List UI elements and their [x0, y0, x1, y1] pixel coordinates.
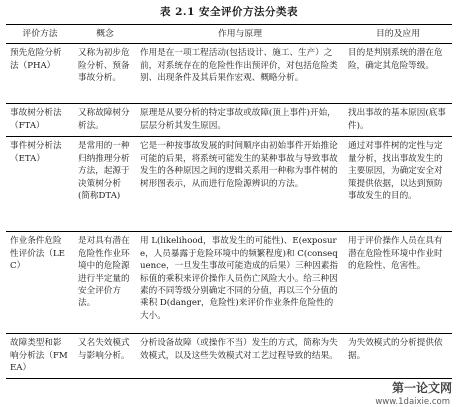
cell-principle: 原理是从要分析的特定事故或故障(顶上事件)开始，层层分析其发生原因。 — [136, 104, 344, 137]
cell-concept: 又称故障树分析法。 — [74, 104, 136, 137]
header-method: 评价方法 — [6, 25, 74, 44]
cell-method: 事件树分析法（ETA） — [6, 137, 74, 232]
cell-purpose: 找出事故的基本原因(底事件)。 — [344, 104, 452, 137]
cell-principle: 用 L(likelihood，事故发生的可能性)、E(exposure，人员暴露于危险环境中的频繁程度)和 C(consequence，一旦发生事故可能造成的后果）三种因素指标值的乘积来评价操作人员伤亡风险大小。给三种因素的不同等级分别确定不同的分值，再以三个分值的乘积 D(danger，危险性)来评价作业条件危险性的大小。 — [136, 232, 344, 334]
cell-principle: 作用是在一项工程活动(包括设计、施工、生产）之前，对系统存在的危险性作出预评价，对包括危险类别、出现条件及其后果作宏观、概略分析。 — [136, 44, 344, 104]
header-principle: 作用与原理 — [136, 25, 344, 44]
cell-method: 作业条件危险性评价法（LEC） — [6, 232, 74, 334]
cell-purpose: 通过对事件树的定性与定量分析，找出事故发生的主要原因，为确定安全对策提供依据，以达到预防事故发生的目的。 — [344, 137, 452, 232]
cell-purpose: 用于评价操作人员在具有潜在危险性环境中作业时的危险性、危害性。 — [344, 232, 452, 334]
cell-method: 事故树分析法（FTA） — [6, 104, 74, 137]
cell-concept: 是常用的一种归纳推理分析方法，起源于决策树分析(简称DTA) — [74, 137, 136, 232]
table-row — [6, 44, 452, 104]
table-row — [6, 232, 452, 334]
cell-principle: 它是一种按事故发展的时间顺序由初始事件开始推论可能的后果，将系统可能发生的某种事故与导致事故发生的各种原因之间的逻辑关系用一种称为事件树的树形图表示，从而进行危险源辨识的方法。 — [136, 137, 344, 232]
table-header-row — [6, 25, 452, 44]
table-row — [6, 334, 452, 378]
table-row — [6, 104, 452, 137]
cell-purpose: 目的是判别系统的潜在危险，确定其危险等级。 — [344, 44, 452, 104]
evaluation-methods-table — [6, 24, 452, 379]
cell-method: 预先危险分析法（PHA） — [6, 44, 74, 104]
cell-method: 故障类型和影响分析法（FMEA） — [6, 334, 74, 378]
cell-principle: 分析设备故障（或操作不当）发生的方式，简称为失效模式，以及这些失效模式对工艺过程导致的结果。 — [136, 334, 344, 378]
watermark-url: www.1daixie.com — [375, 397, 450, 407]
header-concept: 概念 — [74, 25, 136, 44]
cell-concept: 又名失效模式与影响分析。 — [74, 334, 136, 378]
cell-concept: 是对具有潜在危险性作业环境中的危险源进行半定量的安全评价方法。 — [74, 232, 136, 334]
table-row — [6, 137, 452, 232]
header-purpose: 目的及应用 — [344, 25, 452, 44]
watermark-site-name: 第一论文网 — [391, 381, 452, 395]
watermark — [375, 381, 456, 407]
cell-purpose: 为失效模式的分析提供依据。 — [344, 334, 452, 378]
table-title: 表 2.1 安全评价方法分类表 — [159, 6, 299, 18]
cell-concept: 又称为初步危险分析、预备事故分析。 — [74, 44, 136, 104]
